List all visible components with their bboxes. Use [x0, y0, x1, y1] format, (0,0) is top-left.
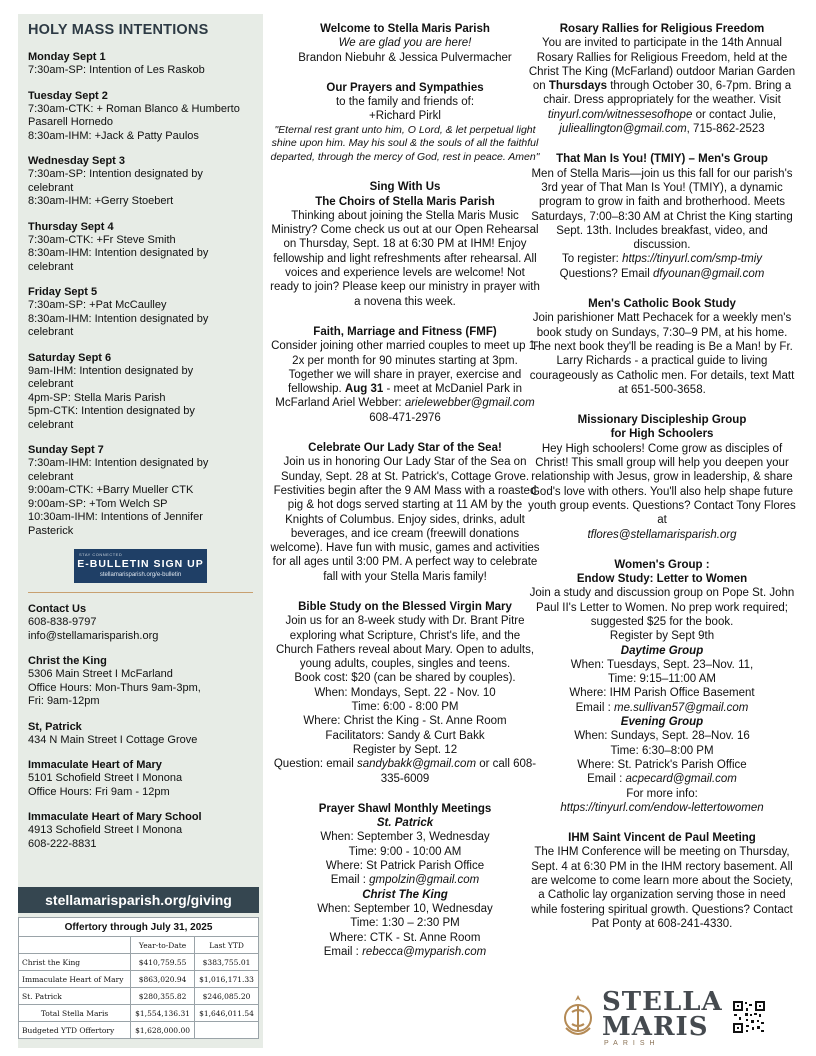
mass-intention-line: Pasarell Hornedo [28, 116, 113, 128]
contact-line: 608-222-8831 [28, 837, 97, 850]
bible-question [270, 757, 540, 786]
rosary-body [528, 36, 796, 136]
offertory-cell-label: Immaculate Heart of Mary [19, 971, 131, 988]
rosary-email[interactable]: julieallington@gmail.com [559, 123, 687, 136]
logo-wordmark [602, 987, 723, 1042]
prayers-line2: +Richard Pirkl [369, 110, 441, 123]
rosary-body3: or contact Julie, [695, 108, 777, 121]
column-right [528, 22, 796, 947]
women-email2[interactable]: acpecard@gmail.com [625, 773, 737, 786]
contact-line: 608-838-9797 [28, 616, 97, 628]
shawl-when2: When: September 10, Wednesday [317, 902, 493, 915]
mass-day [28, 154, 253, 209]
fmf-body2: - meet at McDaniel Park in McFarland Ariel Webber: [275, 383, 522, 410]
bible-section [270, 600, 540, 786]
contact-block [28, 810, 253, 851]
fmf-title: Faith, Marriage and Fitness (FMF) [313, 325, 497, 338]
contact-line: 5101 Schofield Street I Monona [28, 772, 183, 784]
fmf-email[interactable]: arielewebber@gmail.com [404, 397, 535, 410]
welcome-subtitle: We are glad you are here! [338, 37, 472, 50]
mass-intention-line: celebrant [28, 181, 74, 194]
book-body: Join parishioner Matt Pechacek for a weekly men's book study on Sundays, 7:30–9 PM, at his home. The next book they'll be reading is Be a Man! by Fr. Larry Richards - a practical guide to living courageously as Catholic men. For details, text Matt at 651-500-3658. [529, 312, 795, 396]
shawl-email1-label: Email : [330, 874, 366, 887]
mass-intention-line: celebrant [28, 418, 74, 431]
ebulletin-label: E-BULLETIN SIGN UP [77, 558, 204, 570]
bible-time: Time: 6:00 - 8:00 PM [351, 701, 459, 714]
rosary-section [528, 22, 796, 136]
offertory-cell-label: Total Stella Maris [19, 1005, 131, 1022]
mass-day [28, 220, 253, 275]
mass-intention-line: 8:30am-IHM: Intention designated by [28, 247, 209, 259]
welcome-section [270, 22, 540, 65]
offertory-header-blank [19, 937, 131, 954]
women-subtitle: Endow Study: Letter to Women [576, 573, 748, 586]
offertory-row [19, 1022, 259, 1039]
offertory-caption: Offertory through July 31, 2025 [19, 918, 259, 937]
mass-intention-line: 9am-IHM: Intention designated by [28, 364, 194, 377]
women-email1-line [528, 701, 796, 715]
missionary-subtitle: for High Schoolers [610, 428, 714, 441]
mass-day [28, 285, 253, 340]
mass-intention-line: 9:00am-CTK: +Barry Mueller CTK [28, 484, 194, 496]
ebulletin-url: stellamarisparish.org/e-bulletin [99, 572, 182, 578]
tmiy-question-line [528, 267, 796, 281]
women-email2-line [528, 772, 796, 786]
logo-line3: PARISH [604, 1040, 660, 1047]
tmiy-title: That Man Is You! (TMIY) – Men's Group [556, 153, 768, 166]
mass-day-heading: Wednesday Sept 3 [28, 155, 125, 167]
sing-title: Sing With Us [369, 181, 441, 194]
rosary-phone: , 715-862-2523 [686, 123, 765, 136]
giving-link[interactable]: stellamarisparish.org/giving [18, 887, 259, 913]
mass-intention-line: 9:00am-SP: +Tom Welch SP [28, 497, 168, 510]
contact-line: 4913 Schofield Street I Monona [28, 824, 183, 836]
missionary-title: Missionary Discipleship Group [577, 414, 747, 427]
women-more: For more info: [626, 787, 698, 800]
star-section [270, 441, 540, 584]
ebulletin-small-text: STAY CONNECTED [79, 552, 123, 557]
prayers-title: Our Prayers and Sympathies [326, 81, 484, 94]
fmf-body1: Consider joining other married couples to meet up 1-2x per month for 90 minutes starting at 3pm. Together we will share in prayer, exercise and fellowship. [271, 340, 539, 396]
rosary-body2: through October 30, 6-7pm. Bring a chair. Dress appropriately for the weather. Visit [543, 80, 792, 107]
offertory-header-ytd: Year-to-Date [131, 937, 195, 954]
offertory-cell-label: Christ the King [19, 954, 131, 971]
shawl-email2-label: Email : [323, 945, 359, 958]
rosary-day: Thursdays [548, 80, 608, 93]
logo-line2: MARIS [602, 1012, 709, 1042]
contact-line: Office Hours: Fri 9am - 12pm [28, 785, 170, 798]
mass-intention-line: 7:30am-SP: Intention designated by [28, 168, 203, 180]
mass-intention-line: celebrant [28, 326, 74, 338]
contact-heading: Immaculate Heart of Mary School [28, 811, 202, 823]
offertory-cell-label: Budgeted YTD Offertory [19, 1022, 131, 1039]
mass-intention-line: celebrant [28, 378, 74, 390]
tmiy-register-label: To register: [561, 253, 619, 266]
shawl-title: Prayer Shawl Monthly Meetings [318, 802, 492, 815]
shawl-section [270, 802, 540, 959]
contact-heading: St, Patrick [28, 720, 82, 733]
mass-intention-line: 8:30am-IHM: +Jack & Patty Paulos [28, 129, 199, 142]
svdp-title: IHM Saint Vincent de Paul Meeting [568, 832, 756, 845]
women-evening-heading: Evening Group [620, 716, 704, 729]
mass-intention-line: celebrant [28, 260, 74, 273]
stella-maris-logo [560, 987, 723, 1048]
offertory-cell-ytd: $1,554,136.31 [131, 1005, 195, 1022]
women-time2: Time: 6:30–8:00 PM [610, 744, 714, 757]
mass-intention-line: 8:30am-IHM: Intention designated by [28, 312, 209, 325]
women-email1-label: Email : [575, 701, 611, 714]
fmf-section [270, 325, 540, 425]
contact-line: info@stellamarisparish.org [28, 629, 159, 642]
book-title: Men's Catholic Book Study [588, 298, 736, 311]
shawl-time2: Time: 1:30 – 2:30 PM [350, 917, 460, 930]
mass-intention-line: Pasterick [28, 524, 74, 537]
bible-body: Join us for an 8-week study with Dr. Brant Pitre exploring what Scripture, Christ's life, and the Church Fathers reveal about Mary. Open to adults, young adults, couples, singles and teens. [275, 615, 535, 671]
bible-register: Register by Sept. 12 [352, 743, 458, 756]
shawl-email2[interactable]: rebecca@myparish.com [362, 945, 487, 958]
ebulletin-signup-button[interactable] [74, 549, 207, 583]
tmiy-body: Men of Stella Maris—join us this fall for our parish's 3rd year of That Man Is You! (TMIY), a dynamic program to grow in faith and brotherhood. Meets Saturdays, 7:00–8:30 AM at Christ the King starting Sept. 13th. Includes breakfast, video, and discussion. [531, 167, 793, 252]
offertory-cell-last: $383,755.01 [195, 954, 259, 971]
women-register: Register by Sept 9th [609, 630, 715, 643]
contact-block [28, 654, 253, 709]
contact-line: Office Hours: Mon-Thurs 9am-3pm, [28, 681, 201, 694]
bible-call: or call 608-335-6009 [380, 758, 537, 785]
contact-block [28, 720, 253, 748]
svdp-section [528, 831, 796, 931]
contacts-list [28, 602, 253, 851]
contact-line: Fri: 9am-12pm [28, 695, 100, 707]
mass-intention-line: 7:30am-SP: Intention of Les Raskob [28, 64, 205, 76]
offertory-cell-last: $1,646,011.54 [195, 1005, 259, 1022]
shawl-time1: Time: 9:00 - 10:00 AM [348, 845, 462, 858]
shawl-group1-heading: St. Patrick [376, 817, 434, 830]
missionary-section [528, 413, 796, 542]
women-daytime-heading: Daytime Group [620, 644, 704, 657]
mass-day-heading: Friday Sept 5 [28, 286, 98, 298]
mass-intentions-sidebar [18, 14, 263, 1048]
mass-intention-line: 7:30am-SP: +Pat McCaulley [28, 299, 167, 311]
contact-block [28, 602, 253, 643]
offertory-cell-last: $246,085.20 [195, 988, 259, 1005]
book-section [528, 297, 796, 397]
offertory-cell-last [195, 1022, 259, 1039]
star-title: Celebrate Our Lady Star of the Sea! [308, 442, 502, 455]
mass-day-heading: Sunday Sept 7 [28, 444, 104, 456]
mass-day-heading: Saturday Sept 6 [28, 351, 112, 364]
welcome-title: Welcome to Stella Maris Parish [320, 23, 490, 35]
fmf-body [270, 339, 540, 410]
shawl-where1: Where: St Patrick Parish Office [325, 860, 485, 873]
fmf-date: Aug 31 [344, 383, 384, 396]
mass-day [28, 351, 253, 433]
mass-intention-line: 5pm-CTK: Intention designated by [28, 405, 195, 417]
prayers-quote: "Eternal rest grant unto him, O Lord, & let perpetual light shine upon him. May his soul & the souls of all the faithful departed, through the mercy of God, rest in peace. Amen" [270, 123, 540, 163]
women-time1: Time: 9:15–11:00 AM [607, 673, 717, 686]
bible-when: When: Mondays, Sept. 22 - Nov. 10 [314, 686, 496, 699]
women-title: Women's Group : [614, 558, 710, 571]
missionary-body: Hey High schoolers! Come grow as disciples of Christ! This small group will help you deepen your relationship with Jesus, grow in leadership, & share God's love with others. You'll also help shape future youth group events. Questions? Contact Tony Flores at [528, 442, 796, 527]
sidebar-divider [28, 592, 253, 593]
mass-day [28, 50, 253, 78]
sing-subtitle: The Choirs of Stella Maris Parish [315, 195, 495, 208]
offertory-cell-last: $1,016,171.33 [195, 971, 259, 988]
offertory-cell-ytd: $410,759.55 [131, 954, 195, 971]
mass-intention-line: celebrant [28, 470, 74, 483]
bible-question-text: Question: email [273, 758, 354, 771]
women-email1[interactable]: me.sullivan57@gmail.com [613, 701, 749, 714]
women-when2: When: Sundays, Sept. 28–Nov. 16 [574, 730, 750, 743]
offertory-row [19, 988, 259, 1005]
rosary-link[interactable]: tinyurl.com/witnessesofhope [547, 108, 693, 121]
column-middle [270, 22, 540, 975]
offertory-cell-ytd: $1,628,000.00 [131, 1022, 195, 1039]
offertory-cell-ytd: $863,020.94 [131, 971, 195, 988]
bible-title: Bible Study on the Blessed Virgin Mary [298, 601, 512, 613]
mass-intention-line: 7:30am-CTK: + Roman Blanco & Humberto [28, 102, 240, 115]
women-where2: Where: St. Patrick's Parish Office [577, 758, 747, 771]
women-section [528, 558, 796, 815]
bible-cost: Book cost: $20 (can be shared by couples). [294, 672, 516, 685]
mass-day [28, 89, 253, 144]
mass-day-heading: Tuesday Sept 2 [28, 89, 108, 102]
mass-intentions-heading: HOLY MASS INTENTIONS [28, 22, 209, 38]
tmiy-register-line [528, 252, 796, 266]
contact-block [28, 758, 253, 799]
shawl-where2: Where: CTK - St. Anne Room [329, 931, 481, 944]
shawl-group2-heading: Christ The King [362, 888, 448, 901]
rosary-title: Rosary Rallies for Religious Freedom [559, 23, 765, 35]
offertory-row [19, 954, 259, 971]
bible-where: Where: Christ the King - St. Anne Room [303, 715, 507, 728]
mass-day-heading: Monday Sept 1 [28, 51, 106, 63]
sing-section [270, 180, 540, 309]
mass-intention-line: 7:30am-IHM: Intention designated by [28, 457, 209, 469]
mass-intention-line: 7:30am-CTK: +Fr Steve Smith [28, 233, 176, 246]
mass-day [28, 443, 253, 538]
contact-heading: Christ the King [28, 655, 107, 667]
mass-day-heading: Thursday Sept 4 [28, 220, 114, 233]
offertory-row [19, 1005, 259, 1022]
contact-line: 5306 Main Street I McFarland [28, 668, 173, 680]
women-when1: When: Tuesdays, Sept. 23–Nov. 11, [570, 658, 754, 671]
contact-line: 434 N Main Street I Cottage Grove [28, 733, 198, 746]
mass-intention-line: 4pm-SP: Stella Maris Parish [28, 391, 166, 404]
logo-line1: STELLA [602, 987, 723, 1017]
rosary-body1: You are invited to participate in the 14th Annual Rosary Rallies for Religious Freedom, held at the Christ The King (McFarland) outdoor Marian Garden on [528, 37, 796, 93]
contact-heading: Immaculate Heart of Mary [28, 759, 162, 771]
shawl-when1: When: September 3, Wednesday [320, 831, 490, 844]
mass-intention-line: 8:30am-IHM: +Gerry Stoebert [28, 195, 174, 207]
contact-heading: Contact Us [28, 603, 87, 615]
svdp-body: The IHM Conference will be meeting on Thursday, Sept. 4 at 6:30 PM in the IHM rectory basement. All are welcome to come learn more about the Society, a Catholic lay organization serving those in need while fostering spiritual growth. Questions? Contact Pat Ponty at 608-241-4330. [531, 846, 793, 930]
women-body: Join a study and discussion group on Pope St. John Paul II's Letter to Women. No prep work required; suggested $25 for the book. [529, 587, 795, 628]
bible-facilitators: Facilitators: Sandy & Curt Bakk [325, 729, 485, 742]
tmiy-section [528, 152, 796, 281]
tmiy-question: Questions? Email [559, 267, 650, 280]
anchor-monogram-icon [560, 992, 596, 1040]
tmiy-link[interactable]: https://tinyurl.com/smp-tmiy [622, 253, 763, 266]
shawl-email1[interactable]: gmpolzin@gmail.com [369, 874, 480, 887]
offertory-cell-label: St. Patrick [19, 988, 131, 1005]
offertory-cell-ytd: $280,355.82 [131, 988, 195, 1005]
qr-code-icon[interactable] [732, 1000, 766, 1034]
women-where1: Where: IHM Parish Office Basement [569, 687, 755, 700]
tmiy-email[interactable]: dfyounan@gmail.com [652, 267, 765, 280]
fmf-phone: 608-471-2976 [369, 411, 441, 424]
bible-email[interactable]: sandybakk@gmail.com [356, 758, 477, 771]
mass-days-list [28, 50, 253, 538]
missionary-email[interactable]: tflores@stellamarisparish.org [587, 528, 737, 541]
women-email2-label: Email : [587, 773, 623, 786]
shawl-email2-line [270, 945, 540, 959]
star-body: Join us in honoring Our Lady Star of the Sea on Sunday, Sept. 28 at St. Patrick's, Cottage Grove. Festivities begin after the 9 AM Mass with a roasted pig & hot dogs served starting at 11 AM by the Knights of Columbus. Enjoy sides, drinks, adult beverages, and ice cream (freewill donations welcome). Have fun with music, games and activities for all ages until 3:00 PM. A perfect way to celebrate fall with your Stella Maris family! [270, 456, 540, 583]
prayers-section [270, 81, 540, 164]
women-link[interactable]: https://tinyurl.com/endow-lettertowomen [560, 801, 764, 814]
shawl-email1-line [270, 873, 540, 887]
prayers-line1: to the family and friends of: [335, 96, 475, 109]
offertory-row [19, 971, 259, 988]
offertory-table [18, 917, 259, 1039]
welcome-names: Brandon Niebuhr & Jessica Pulvermacher [298, 51, 512, 64]
offertory-header-last: Last YTD [195, 937, 259, 954]
mass-intention-line: 10:30am-IHM: Intentions of Jennifer [28, 511, 203, 523]
sing-body: Thinking about joining the Stella Maris Music Ministry? Come check us out at our Open Rehearsal on Thursday, Sept. 18 at 6:30 PM at IHM! Enjoy fellowship and light refreshments after rehearsal. All voices and experience levels are welcome! Not ready to join? Please keep our ministry in prayer with a novena this week. [270, 209, 540, 308]
